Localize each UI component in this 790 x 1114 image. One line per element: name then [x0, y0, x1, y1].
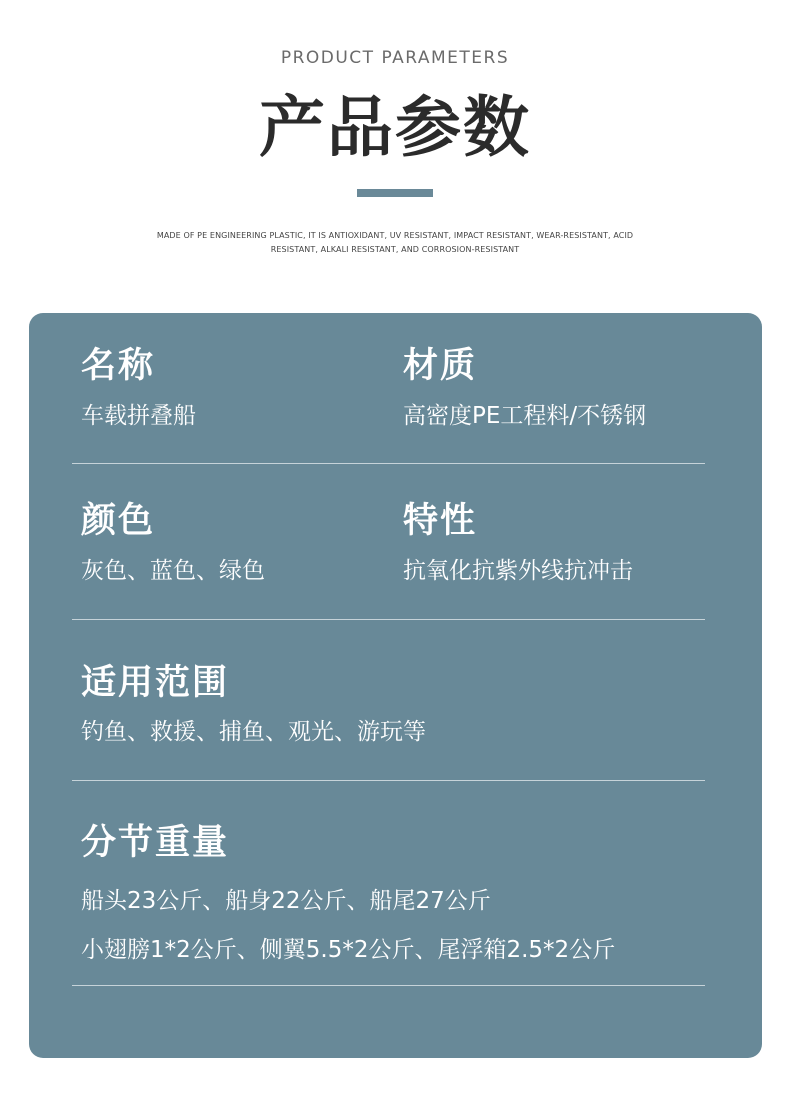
usage-value: 钓鱼、救援、捕鱼、观光、游玩等 — [81, 719, 426, 745]
parameters-card — [29, 313, 762, 1058]
weight-value-line2: 小翅膀1*2公斤、侧翼5.5*2公斤、尾浮箱2.5*2公斤 — [81, 937, 616, 963]
feature-label: 特性 — [403, 501, 478, 541]
page-title: 产品参数 — [259, 89, 531, 166]
divider — [72, 619, 705, 620]
name-label: 名称 — [81, 346, 156, 386]
color-value: 灰色、蓝色、绿色 — [81, 558, 265, 584]
weight-value-line1: 船头23公斤、船身22公斤、船尾27公斤 — [81, 888, 491, 914]
divider — [72, 780, 705, 781]
subtitle-en: PRODUCT PARAMETERS — [280, 48, 510, 68]
title-underline — [357, 189, 433, 197]
material-label: 材质 — [403, 346, 478, 386]
description-text: MADE OF PE ENGINEERING PLASTIC, IT IS ANTIOXIDANT, UV RESISTANT, IMPACT RESISTANT, WEAR-RESISTANT, ACID RESISTANT, ALKALI RESISTANT, AND CORROSION-RESISTANT — [156, 231, 634, 254]
weight-label: 分节重量 — [81, 823, 230, 863]
divider — [72, 463, 705, 464]
color-label: 颜色 — [81, 501, 156, 541]
usage-label: 适用范围 — [81, 663, 230, 703]
divider — [72, 985, 705, 986]
feature-value: 抗氧化抗紫外线抗冲击 — [403, 558, 633, 584]
name-value: 车载拼叠船 — [81, 403, 196, 429]
material-value: 高密度PE工程料/不锈钢 — [403, 403, 647, 429]
